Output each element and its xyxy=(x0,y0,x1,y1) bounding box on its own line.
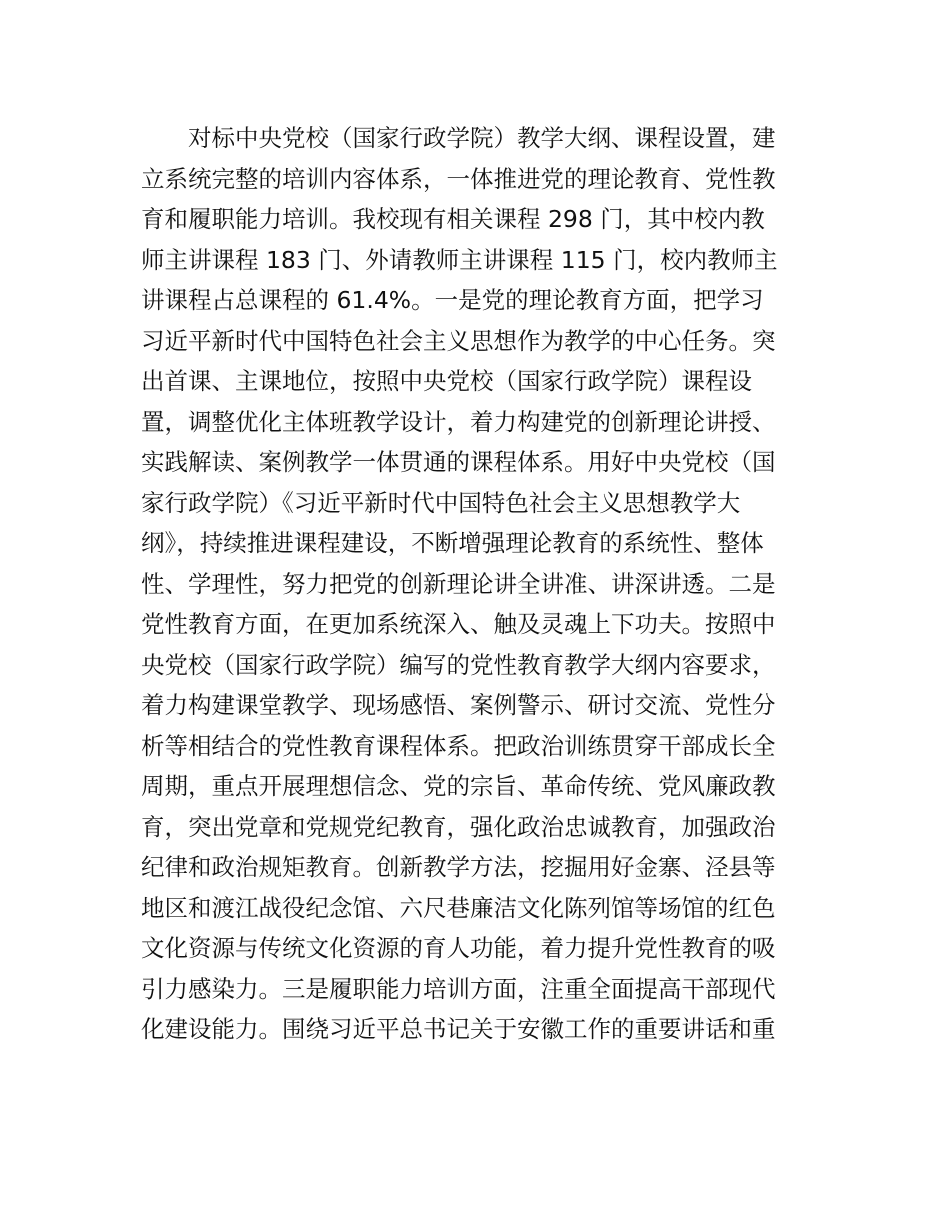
text-line: 师主讲课程 183 门、外请教师主讲课程 115 门，校内教师主 xyxy=(141,245,778,274)
text-line: 着力构建课堂教学、现场感悟、案例警示、研讨交流、党性分 xyxy=(141,691,776,719)
text-line: 析等相结合的党性教育课程体系。把政治训练贯穿干部成长全 xyxy=(141,731,776,760)
text-line: 育和履职能力培训。我校现有相关课程 298 门，其中校内教 xyxy=(141,205,765,233)
text-line: 实践解读、案例教学一体贯通的课程体系。用好中央党校（国 xyxy=(141,448,776,476)
text-line: 党性教育方面，在更加系统深入、触及灵魂上下功夫。按照中 xyxy=(141,610,776,638)
text-line: 周期，重点开展理想信念、党的宗旨、革命传统、党风廉政教 xyxy=(141,772,776,800)
text-line: 立系统完整的培训内容体系，一体推进党的理论教育、党性教 xyxy=(141,164,776,193)
text-line: 家行政学院）《习近平新时代中国特色社会主义思想教学大 xyxy=(141,488,741,517)
text-line: 地区和渡江战役纪念馆、六尺巷廉洁文化陈列馆等场馆的红色 xyxy=(141,893,776,922)
text-line: 习近平新时代中国特色社会主义思想作为教学的中心任务。突 xyxy=(141,326,776,355)
text-line: 文化资源与传统文化资源的育人功能，着力提升党性教育的吸 xyxy=(141,934,776,962)
text-line: 纲》，持续推进课程建设，不断增强理论教育的系统性、整体 xyxy=(141,529,764,557)
text-line: 置，调整优化主体班教学设计，着力构建党的创新理论讲授、 xyxy=(141,407,776,436)
body-paragraph xyxy=(141,118,813,1050)
text-line: 对标中央党校（国家行政学院）教学大纲、课程设置，建 xyxy=(188,124,776,152)
text-line: 讲课程占总课程的 61.4%。一是党的理论教育方面，把学习 xyxy=(141,286,764,314)
text-line: 出首课、主课地位，按照中央党校（国家行政学院）课程设 xyxy=(141,367,752,395)
text-line: 化建设能力。围绕习近平总书记关于安徽工作的重要讲话和重 xyxy=(141,1015,776,1043)
text-line: 引力感染力。三是履职能力培训方面，注重全面提高干部现代 xyxy=(141,974,776,1003)
text-line: 央党校（国家行政学院）编写的党性教育教学大纲内容要求， xyxy=(141,650,776,679)
text-line: 纪律和政治规矩教育。创新教学方法，挖掘用好金寨、泾县等 xyxy=(141,853,776,881)
text-line: 育，突出党章和党规党纪教育，强化政治忠诚教育，加强政治 xyxy=(141,812,776,841)
text-line: 性、学理性，努力把党的创新理论讲全讲准、讲深讲透。二是 xyxy=(141,569,776,598)
